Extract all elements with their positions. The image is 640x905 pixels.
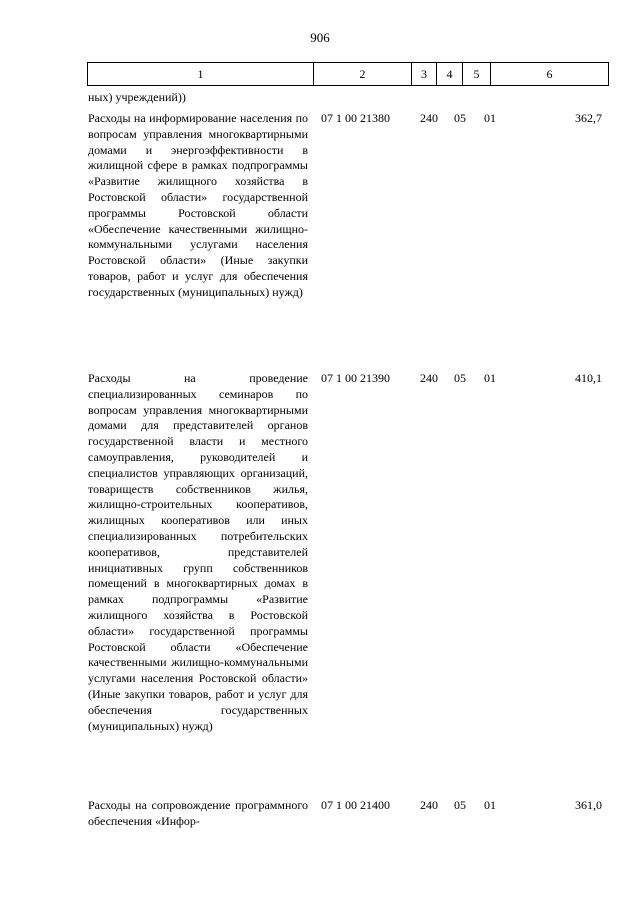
row-subsection: 01 bbox=[484, 371, 496, 385]
row-subsection: 01 bbox=[484, 111, 496, 125]
row-section: 05 bbox=[454, 111, 466, 125]
row-amount: 362,7 bbox=[575, 111, 602, 125]
row-expense-type: 240 bbox=[420, 111, 438, 125]
header-col-2: 2 bbox=[314, 63, 412, 85]
table-header bbox=[87, 62, 609, 86]
row-expense-type: 240 bbox=[420, 798, 438, 812]
page-number: 906 bbox=[310, 30, 330, 45]
row-description: Расходы на сопровождение программного обеспечения «Инфор- bbox=[88, 798, 308, 828]
continued-text: ных) учреждений)) bbox=[88, 90, 186, 104]
row-section: 05 bbox=[454, 371, 466, 385]
header-col-5: 5 bbox=[463, 63, 491, 85]
row-subsection: 01 bbox=[484, 798, 496, 812]
header-col-3: 3 bbox=[412, 63, 437, 85]
row-description: Расходы на информирование населения по вопросам управления многоквартирными домами и энергоэффективности в жилищной сфере в рамках подпрограммы «Развитие жилищного хозяйства в Ростовской области» государственной программы Ростовской области «Обеспечение качественными жилищно-коммунальными услугами населения Ростовской области» (Иные закупки товаров, работ и услуг для обеспечения государственных (муниципальных) нужд) bbox=[88, 111, 308, 299]
row-amount: 361,0 bbox=[575, 798, 602, 812]
header-col-1: 1 bbox=[88, 63, 314, 85]
row-target-code: 07 1 00 21400 bbox=[321, 798, 390, 812]
row-section: 05 bbox=[454, 798, 466, 812]
header-col-4: 4 bbox=[437, 63, 463, 85]
header-col-6: 6 bbox=[491, 63, 609, 85]
row-target-code: 07 1 00 21380 bbox=[321, 111, 390, 125]
row-expense-type: 240 bbox=[420, 371, 438, 385]
row-target-code: 07 1 00 21390 bbox=[321, 371, 390, 385]
row-description: Расходы на проведение специализированных семинаров по вопросам управления многоквартирными домами для представителей органов государственной власти и местного самоуправления, руководителей и специалистов управляющих организаций, товариществ собственников жилья, жилищно-строительных кооперативов, жилищных кооперативов или иных специализированных потребительских кооперативов, представителей инициативных групп собственников помещений в многоквартирных домах в рамках подпрограммы «Развитие жилищного хозяйства в Ростовской области» государственной программы Ростовской области «Обеспечение качественными жилищно-коммунальными услугами населения Ростовской области» (Иные закупки товаров, работ и услуг для обеспечения государственных (муниципальных) нужд) bbox=[88, 371, 308, 733]
row-amount: 410,1 bbox=[575, 371, 602, 385]
